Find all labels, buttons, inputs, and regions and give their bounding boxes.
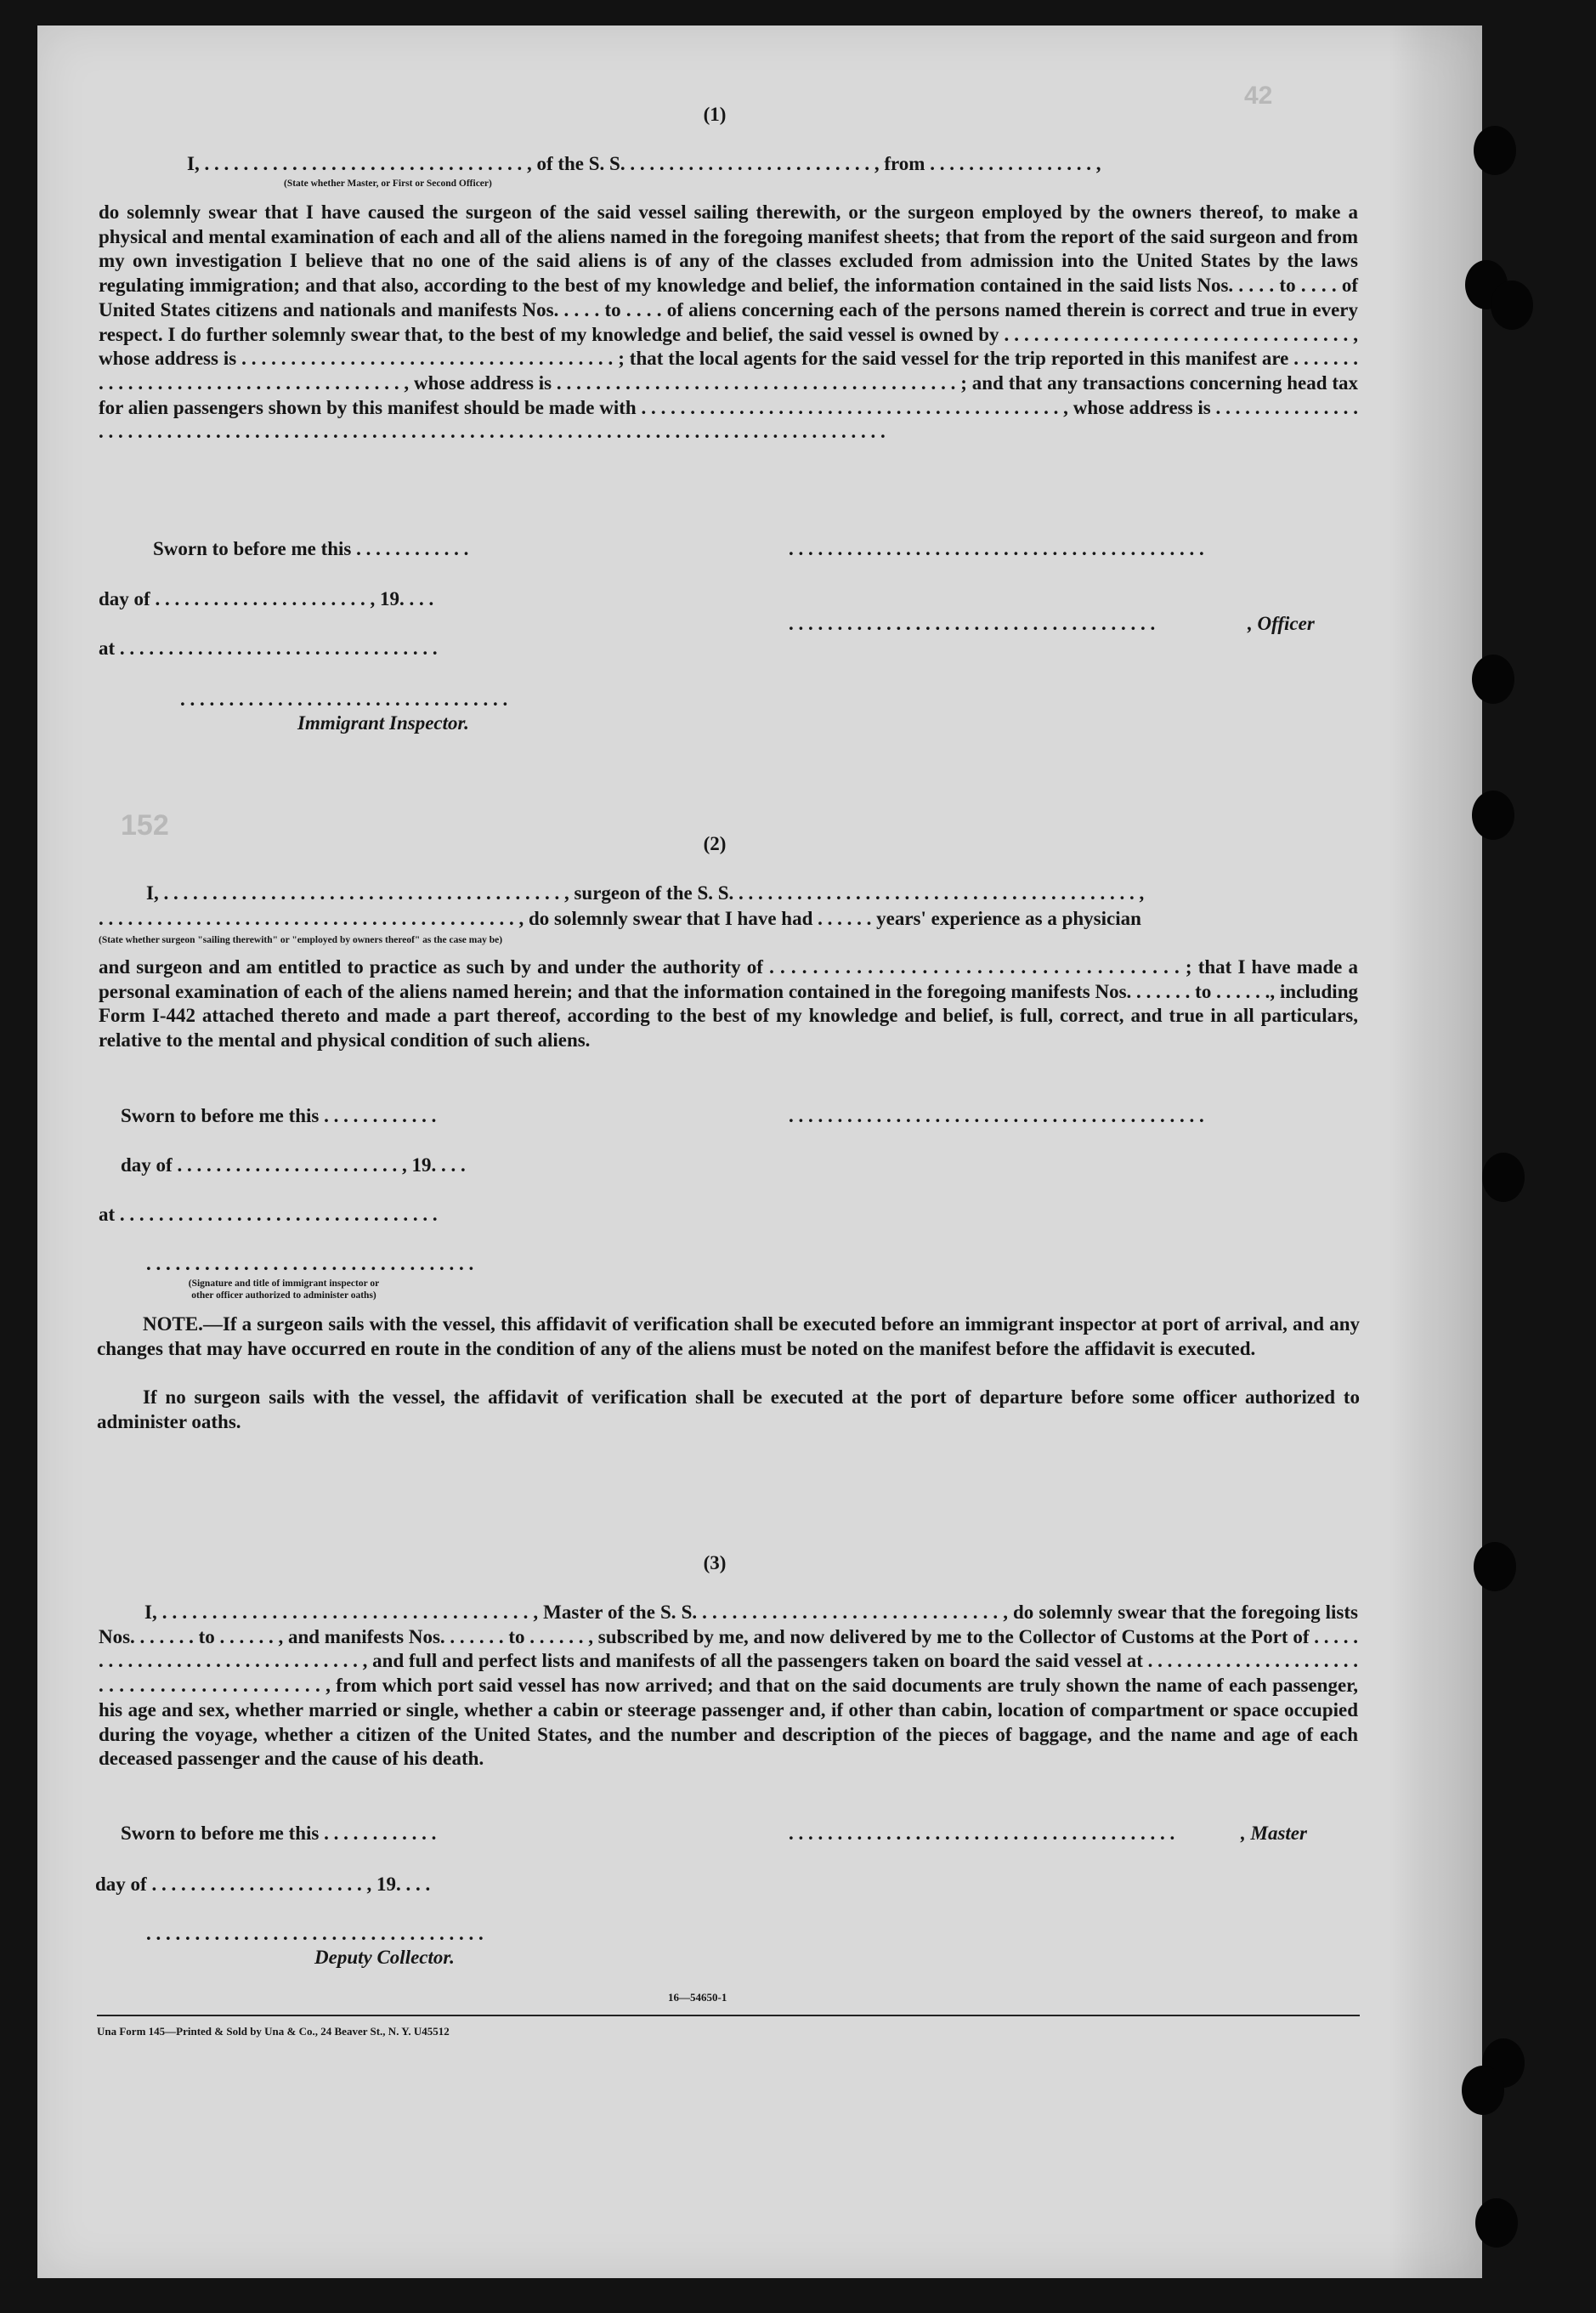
document-page	[37, 26, 1482, 2278]
section1-at: at . . . . . . . . . . . . . . . . . . . . . . . . . . . . . . . . .	[99, 638, 438, 659]
section2-day: day of . . . . . . . . . . . . . . . . . . . . . . . , 19. . . .	[121, 1154, 466, 1176]
section2-line2-note: (State whether surgeon "sailing therewith" or "employed by owners thereof" as the case may be)	[99, 935, 503, 945]
section1-inspector-label: Immigrant Inspector.	[297, 712, 469, 734]
punch-hole	[1472, 655, 1514, 704]
section1-body: do solemnly swear that I have caused the surgeon of the said vessel sailing therewith, or the surgeon employed by the owners thereof, to make a physical and mental examination of each and all of the aliens named in the foregoing manifest sheets; that from the report of the said surgeon and from my own investigation I believe that no one of the said aliens is of any of the classes excluded from admission into the United States by the laws regulating immigration; and that also, according to the best of my knowledge and belief, the information contained in the said lists Nos. . . . . to . . . . of United States citizens and nationals and manifests Nos. . . . . to . . . . of aliens concerning each of the persons named therein is correct and true in every respect. I do further solemnly swear that, to the best of my knowledge and belief, the said vessel is owned by . . . . . . . . . . . . . . . . . . . . . . . . . . . . . . . . . . . , whose address is . . . . . . . . . . . . . . . . . . . . . . . . . . . . . . . . . . . . . . ; that the local agents for the said vessel for the trip reported in this manifest are . . . . . . . . . . . . . . . . . . . . . . . . . . . . . . . . . . . . . . , whose address is . . . . . . . . . . . . . . . . . . . . . . . . . . . . . . . . . . . . . . . . . ; and that any transactions concerning head tax for alien passengers shown by this manifest should be made with . . . . . . . . . . . . . . . . . . . . . . . . . . . . . . . . . . . . . . . . . . . , whose address is . . . . . . . . . . . . . . . . . . . . . . . . . . . . . . . . . . . . . . . . . . . . . . . . . . . . . . . . . . . . . . . . . . . . . . . . . . . . . . . . . . . . . . . . . . . . . . . .	[99, 201, 1358, 443]
punch-hole	[1472, 791, 1514, 840]
punch-hole	[1474, 1542, 1516, 1591]
section1-heading: (1)	[703, 104, 727, 125]
section2-line2: . . . . . . . . . . . . . . . . . . . . . . . . . . . . . . . . . . . . . . . . . . . , do solemnly swear that I have had . . . . . . years' experience as a physician	[99, 908, 1141, 929]
section2-line1: I, . . . . . . . . . . . . . . . . . . . . . . . . . . . . . . . . . . . . . . . . . , surgeon of the S. S. . . . . . . . . . . . . . . . . . . . . . . . . . . . . . . . . . . . . . . . . . ,	[146, 882, 1145, 904]
printer-imprint: Una Form 145—Printed & Sold by Una & Co., 24 Beaver St., N. Y. U45512	[97, 2025, 450, 2038]
section1-signature-line: . . . . . . . . . . . . . . . . . . . . . . . . . . . . . . . . . . . . . . . . . . .	[789, 538, 1204, 559]
punch-hole	[1482, 1153, 1525, 1202]
section3-day: day of . . . . . . . . . . . . . . . . . . . . . . , 19. . . .	[95, 1874, 431, 1895]
section2-note	[97, 1312, 1360, 1361]
section2-heading: (2)	[703, 833, 727, 854]
section3-heading: (3)	[703, 1552, 727, 1573]
section1-officer-line: . . . . . . . . . . . . . . . . . . . . . . . . . . . . . . . . . . . . . .	[789, 613, 1156, 634]
section1-line1-note: (State whether Master, or First or Second Officer)	[284, 179, 492, 189]
section1-sworn: Sworn to before me this . . . . . . . . . . . .	[153, 538, 469, 559]
section2-at: at . . . . . . . . . . . . . . . . . . . . . . . . . . . . . . . . .	[99, 1204, 438, 1225]
section3-collector-line: . . . . . . . . . . . . . . . . . . . . . . . . . . . . . . . . . . .	[146, 1923, 484, 1944]
section3-sworn: Sworn to before me this . . . . . . . . . . . .	[121, 1823, 437, 1844]
bleed-through-mark: 152	[121, 809, 169, 842]
note-label: NOTE.	[143, 1313, 203, 1335]
section2-sworn: Sworn to before me this . . . . . . . . . . . .	[121, 1105, 437, 1126]
section3-collector-label: Deputy Collector.	[314, 1947, 455, 1968]
punch-hole	[1475, 2198, 1518, 2248]
section2-inspector-note-2: other officer authorized to administer oaths)	[191, 1290, 376, 1301]
section2-signature-line: . . . . . . . . . . . . . . . . . . . . . . . . . . . . . . . . . . . . . . . . . . .	[789, 1105, 1204, 1126]
form-code: 16—54650-1	[668, 1991, 727, 2004]
section3-master-label: , Master	[1241, 1823, 1307, 1844]
punch-hole	[1474, 126, 1516, 175]
section2-note-2: If no surgeon sails with the vessel, the affidavit of verification shall be executed at the port of departure before some officer authorized to administer oaths.	[97, 1386, 1360, 1432]
section2-inspector-note-1: (Signature and title of immigrant inspector or	[188, 1278, 380, 1289]
bleed-through-band	[1389, 26, 1482, 2278]
footer-rule	[97, 2015, 1360, 2016]
section3-master-line: . . . . . . . . . . . . . . . . . . . . . . . . . . . . . . . . . . . . . . . .	[789, 1823, 1175, 1844]
section1-officer-label: , Officer	[1248, 613, 1315, 634]
section1-inspector-line: . . . . . . . . . . . . . . . . . . . . . . . . . . . . . . . . . .	[180, 689, 508, 710]
section1-day: day of . . . . . . . . . . . . . . . . . . . . . . , 19. . . .	[99, 588, 434, 609]
punch-hole	[1462, 2066, 1504, 2115]
section2-inspector-line: . . . . . . . . . . . . . . . . . . . . . . . . . . . . . . . . . .	[146, 1253, 474, 1274]
section3-body: I, . . . . . . . . . . . . . . . . . . . . . . . . . . . . . . . . . . . . . , Master of the S. S. . . . . . . . . . . . . . . . . . . . . . . . . . . . . . . , do solemnly swear that the foregoing lists Nos. . . . . . . to . . . . . . , and manifests Nos. . . . . . . to . . . . . . , subscribed by me, and now delivered by me to the Collector of Customs at the Port of . . . . . . . . . . . . . . . . . . . . . . . . . . . . . . . . , and full and perfect lists and manifests of all the passengers taken on board the said vessel at . . . . . . . . . . . . . . . . . . . . . . . . . . . . . . . . . . . . . . . . . . . . , from which port said vessel has now arrived; and that on the said documents are truly shown the name of each passenger, his age and sex, whether married or single, whether a cabin or steerage passenger and, if other than cabin, location of compartment or space occupied during the voyage, whether a citizen of the United States, and the number and description of the pieces of baggage, and the name and age of each deceased passenger and the cause of his death.	[99, 1602, 1358, 1770]
bleed-through-mark: 42	[1244, 82, 1273, 110]
note-text: —If a surgeon sails with the vessel, this affidavit of verification shall be executed before an immigrant inspector at port of arrival, and any changes that may have occurred en route in the condition of any of the aliens must be noted on the manifest before the affidavit is executed.	[97, 1313, 1360, 1359]
section2-body: and surgeon and am entitled to practice as such by and under the authority of . . . . . . . . . . . . . . . . . . . . . . . . . . . . . . . . . . . . . . ; that I have made a personal examination of each of the aliens named herein; and that the information contained in the foregoing manifests Nos. . . . . . . to . . . . . ., including Form I-442 attached thereto and made a part thereof, according to the best of my knowledge and belief, is full, correct, and true in all particulars, relative to the mental and physical condition of such aliens.	[99, 956, 1358, 1052]
section1-line1: I, . . . . . . . . . . . . . . . . . . . . . . . . . . . . . . . . . , of the S. S. . . . . . . . . . . . . . . . . . . . . . . . . . , from . . . . . . . . . . . . . . . . . ,	[187, 153, 1101, 174]
punch-hole	[1491, 281, 1533, 330]
